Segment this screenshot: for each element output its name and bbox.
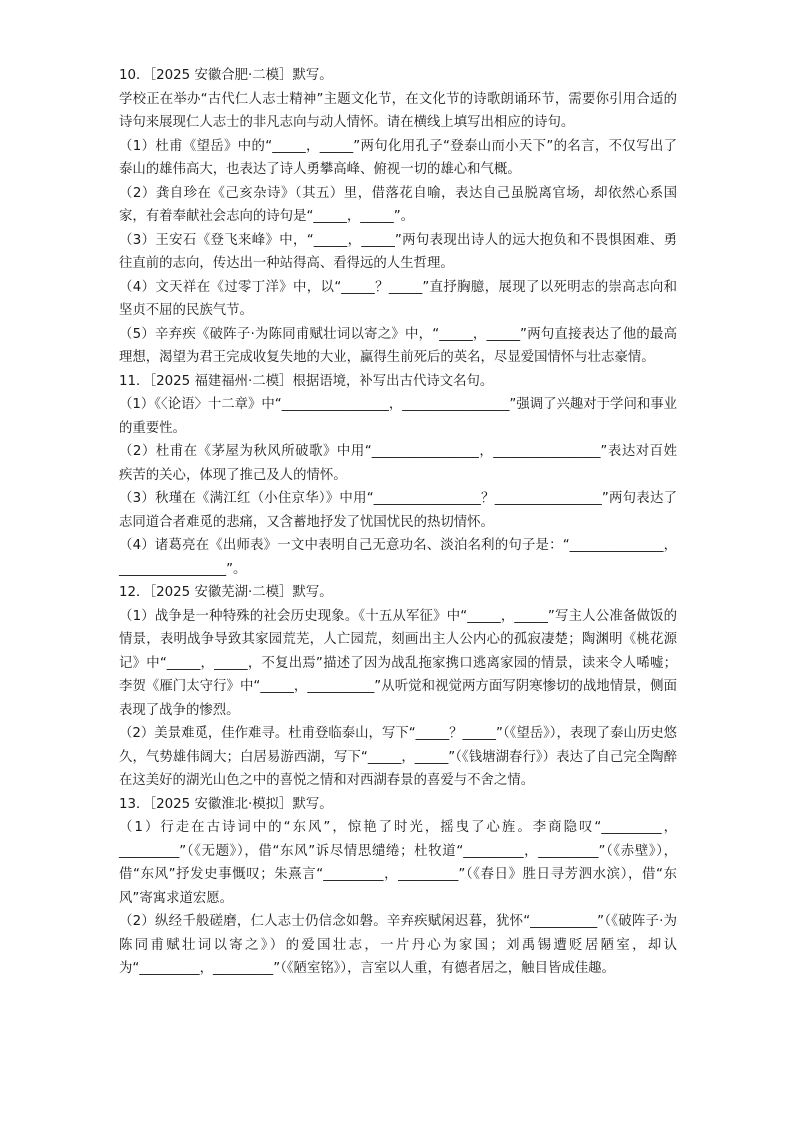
question-item: （1）杜甫《望岳》中的“_____，_____”两句化用孔子“登泰山而小天下”的名言，不仅写出了泰山的雄伟高大，也表达了诗人勇攀高峰、俯视一切的雄心和气概。 [119,138,677,177]
question-item: （2）龚自珍在《己亥杂诗》（其五）里，借落花自喻，表达自己虽脱离官场，却依然心系国家，有着奉献社会志向的诗句是“_____，_____”。 [119,185,677,224]
question-item: （2）纵经千般磋磨，仁人志士仍信念如磐。辛弃疾赋闲迟暮，犹怀“__________”（《破阵子·为陈同甫赋壮词以寄之》）的爱国壮志，一片丹心为家国；刘禹锡遭贬居陋室，却认为“_________，_________”（《陋室铭》），言室以人重，有德者居之，触目皆成佳趣。 [119,914,677,976]
question-item: （5）辛弃疾《破阵子·为陈同甫赋壮词以寄之》中，“_____，_____”两句直接表达了他的最高理想，渴望为君王完成收复失地的大业，赢得生前死后的英名，尽显爱国情怀与壮志豪情。 [119,326,677,365]
question-item: （2）杜甫在《茅屋为秋风所破歌》中用“________________，________________”表达对百姓疾苦的关心，体现了推己及人的情怀。 [119,444,677,483]
question-item: （1）战争是一种特殊的社会历史现象。《十五从军征》中“_____，_____”写主人公准备做饭的情景，表明战争导致其家园荒芜，人亡园荒，刻画出主人公内心的孤寂凄楚；陶渊明《桃花源记》中“_____，_____，不复出焉”描述了因为战乱拖家携口逃离家园的情景，读来令人唏嘘；李贺《雁门太守行》中“_____，__________”从听觉和视觉两方面写阴寒惨切的战地情景，侧面表现了战争的惨烈。 [119,608,677,718]
question-11 [119,370,677,582]
question-10 [119,64,677,370]
question-item: （2）美景难觅，佳作难寻。杜甫登临泰山，写下“_____？_____”（《望岳》），表现了泰山历史悠久，气势雄伟阔大；白居易游西湖，写下“_____，_____”（《钱塘湖春行》）表达了自己完全陶醉在这美好的湖光山色之中的喜悦之情和对西湖春景的喜爱与不舍之情。 [119,726,677,788]
question-header: 11．［2025 福建福州·二模］根据语境，补写出古代诗文名句。 [119,373,494,389]
question-item: （4）诸葛亮在《出师表》一文中表明自己无意功名、淡泊名利的句子是：“______________，________________”。 [119,538,677,577]
question-12 [119,581,677,793]
question-item: （3）秋瑾在《满江红（小住京华）》中用“________________？________________”两句表达了志同道合者难觅的悲痛，又含蓄地抒发了忧国忧民的热切情怀。 [119,491,677,530]
question-intro: 学校正在举办“古代仁人志士精神”主题文化节，在文化节的诗歌朗诵环节，需要你引用合适的诗句来展现仁人志士的非凡志向与动人情怀。请在横线上填写出相应的诗句。 [119,91,677,130]
question-header: 13．［2025 安徽淮北·模拟］默写。 [119,796,333,812]
question-item: （1）行走在古诗词中的“东风”，惊艳了时光，摇曳了心旌。李商隐叹“_________，_________”（《无题》），借“东风”诉尽情思缱绻；杜牧道“_________，_________”（《赤壁》），借“东风”抒发史事慨叹；朱熹言“_________，_________”（《春日》胜日寻芳泗水滨），借“东风”寄寓求道宏愿。 [119,820,677,906]
question-item: （1）《〈论语〉十二章》中“________________，________________”强调了兴趣对于学问和事业的重要性。 [119,397,678,436]
question-header: 12．［2025 安徽芜湖·二模］默写。 [119,585,333,600]
question-header: 10．［2025 安徽合肥·二模］默写。 [119,68,333,83]
question-item: （4）文天祥在《过零丁洋》中，以“_____？_____”直抒胸臆，展现了以死明志的崇高志向和坚贞不屈的民族气节。 [119,279,677,318]
question-13 [119,793,677,981]
page-content [119,64,677,981]
question-item: （3）王安石《登飞来峰》中，“_____，_____”两句表现出诗人的远大抱负和不畏惧困难、勇往直前的志向，传达出一种站得高、看得远的人生哲理。 [119,232,677,271]
